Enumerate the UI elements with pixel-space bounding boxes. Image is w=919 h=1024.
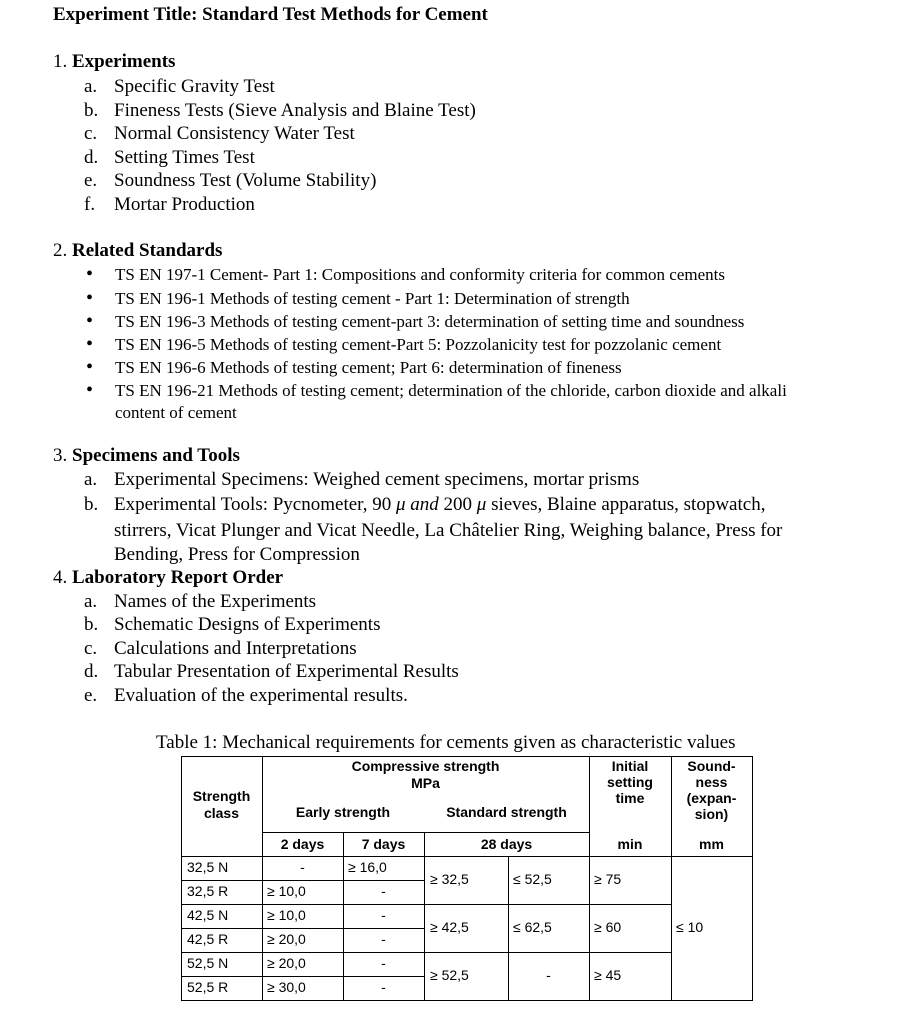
cell-28-days-min: ≥ 42,5 — [430, 919, 469, 935]
document-title: Experiment Title: Standard Test Methods for Cement — [53, 4, 488, 25]
header-text: Strength — [192, 788, 251, 804]
header-initial-setting-time — [589, 758, 671, 806]
list-letter: f. — [84, 194, 96, 215]
list-item-continued: stirrers, Vicat Plunger and Vicat Needle, La Châtelier Ring, Weighing balance, Press for — [114, 520, 783, 541]
list-item: Mortar Production — [114, 194, 255, 215]
tools-and: and — [405, 494, 444, 515]
list-item: Setting Times Test — [114, 147, 255, 168]
list-item: Calculations and Interpretations — [114, 638, 357, 659]
cell-setting-time: ≥ 45 — [594, 967, 622, 983]
tools-text: sieves, Blaine apparatus, stopwatch, — [486, 494, 766, 515]
header-2-days: 2 days — [280, 836, 325, 852]
list-item: Normal Consistency Water Test — [114, 123, 355, 144]
header-text: MPa — [411, 775, 440, 791]
standard-item: TS EN 196-5 Methods of testing cement-Part 5: Pozzolanicity test for pozzolanic cement — [115, 335, 722, 354]
bullet-icon: • — [86, 379, 94, 401]
header-text: class — [203, 805, 240, 821]
header-text: ness — [695, 774, 728, 790]
list-letter: a. — [84, 591, 98, 612]
standard-item: TS EN 196-21 Methods of testing cement; determination of the chloride, carbon dioxide and alkali — [115, 381, 787, 400]
list-letter: c. — [84, 123, 98, 144]
cell-setting-time: ≥ 75 — [594, 871, 622, 887]
bullet-icon: • — [86, 333, 94, 355]
list-item: Experimental Specimens: Weighed cement specimens, mortar prisms — [114, 469, 640, 490]
list-item: Names of the Experiments — [114, 591, 317, 612]
tools-text: 200 — [443, 494, 477, 515]
cell-7-days: - — [381, 931, 386, 947]
cell-2-days: ≥ 30,0 — [267, 979, 306, 995]
list-letter: b. — [84, 614, 99, 635]
micron-symbol: μ — [395, 494, 406, 515]
bullet-icon: • — [86, 356, 94, 378]
section-number: 1. — [53, 51, 68, 72]
cell-2-days: ≥ 10,0 — [267, 883, 306, 899]
header-text: Compressive strength — [351, 758, 500, 774]
header-text: (expan- — [686, 790, 737, 806]
list-letter: e. — [84, 170, 98, 191]
micron-symbol: μ — [476, 494, 487, 515]
header-28-days: 28 days — [480, 836, 533, 852]
list-letter: d. — [84, 147, 99, 168]
cell-28-days-max: ≤ 52,5 — [513, 871, 552, 887]
cell-7-days: - — [381, 955, 386, 971]
standard-item: TS EN 196-3 Methods of testing cement-part 3: determination of setting time and soundness — [115, 312, 745, 331]
cell-7-days: - — [381, 979, 386, 995]
list-letter: b. — [84, 494, 99, 515]
header-text: setting — [607, 774, 653, 790]
header-unit-min: min — [617, 836, 643, 852]
cell-2-days: - — [300, 859, 305, 875]
header-compressive-strength — [262, 758, 589, 792]
list-letter: d. — [84, 661, 99, 682]
bullet-icon: • — [86, 287, 94, 309]
standard-item: TS EN 196-6 Methods of testing cement; Part 6: determination of fineness — [115, 358, 622, 377]
section-number: 2. — [53, 240, 68, 261]
list-item: Schematic Designs of Experiments — [114, 614, 381, 635]
cell-28-days-min: ≥ 52,5 — [430, 967, 469, 983]
list-item: Soundness Test (Volume Stability) — [114, 170, 377, 191]
standard-item: TS EN 197-1 Cement- Part 1: Compositions and conformity criteria for common cements — [115, 265, 725, 284]
header-unit-mm: mm — [699, 836, 724, 852]
cell-strength-class: 32,5 N — [187, 859, 229, 875]
cell-2-days: ≥ 10,0 — [267, 907, 306, 923]
header-soundness — [671, 758, 752, 822]
table-caption: Table 1: Mechanical requirements for cements given as characteristic values — [156, 732, 736, 753]
list-item: Evaluation of the experimental results. — [114, 685, 408, 706]
section-number: 3. — [53, 445, 68, 466]
header-standard-strength: Standard strength — [446, 804, 567, 820]
cell-strength-class: 52,5 R — [187, 979, 229, 995]
cell-2-days: ≥ 20,0 — [267, 931, 306, 947]
cell-28-days-max: ≤ 62,5 — [513, 919, 552, 935]
list-letter: b. — [84, 100, 99, 121]
header-text: Initial — [611, 758, 649, 774]
header-text: time — [615, 790, 645, 806]
cell-2-days: ≥ 20,0 — [267, 955, 306, 971]
list-item-continued: Bending, Press for Compression — [114, 544, 360, 565]
standard-item: TS EN 196-1 Methods of testing cement - Part 1: Determination of strength — [115, 289, 630, 308]
list-item: Tabular Presentation of Experimental Results — [114, 661, 459, 682]
header-early-strength: Early strength — [295, 804, 391, 820]
bullet-icon: • — [86, 263, 94, 285]
tools-text: Experimental Tools: Pycnometer, 90 — [114, 494, 396, 515]
section-heading: Specimens and Tools — [72, 445, 240, 466]
cell-7-days: - — [381, 883, 386, 899]
cell-28-days-min: ≥ 32,5 — [430, 871, 469, 887]
standard-item-continued: content of cement — [115, 403, 237, 422]
header-text: sion) — [694, 806, 729, 822]
header-strength-class — [181, 788, 262, 822]
list-item: Specific Gravity Test — [114, 76, 275, 97]
header-7-days: 7 days — [361, 836, 406, 852]
section-heading: Related Standards — [72, 240, 223, 261]
list-letter: c. — [84, 638, 98, 659]
cell-28-days-max: - — [546, 967, 551, 983]
cell-7-days: ≥ 16,0 — [348, 859, 387, 875]
cell-strength-class: 42,5 R — [187, 931, 229, 947]
list-letter: a. — [84, 76, 98, 97]
bullet-icon: • — [86, 310, 94, 332]
list-letter: a. — [84, 469, 98, 490]
cell-strength-class: 42,5 N — [187, 907, 229, 923]
cell-strength-class: 32,5 R — [187, 883, 229, 899]
section-heading: Experiments — [72, 51, 176, 72]
cell-soundness: ≤ 10 — [676, 919, 704, 935]
list-item: Fineness Tests (Sieve Analysis and Blaine Test) — [114, 100, 476, 121]
section-heading: Laboratory Report Order — [72, 567, 284, 588]
section-number: 4. — [53, 567, 68, 588]
header-text: Sound- — [687, 758, 736, 774]
cell-7-days: - — [381, 907, 386, 923]
list-letter: e. — [84, 685, 98, 706]
cell-setting-time: ≥ 60 — [594, 919, 622, 935]
cell-strength-class: 52,5 N — [187, 955, 229, 971]
